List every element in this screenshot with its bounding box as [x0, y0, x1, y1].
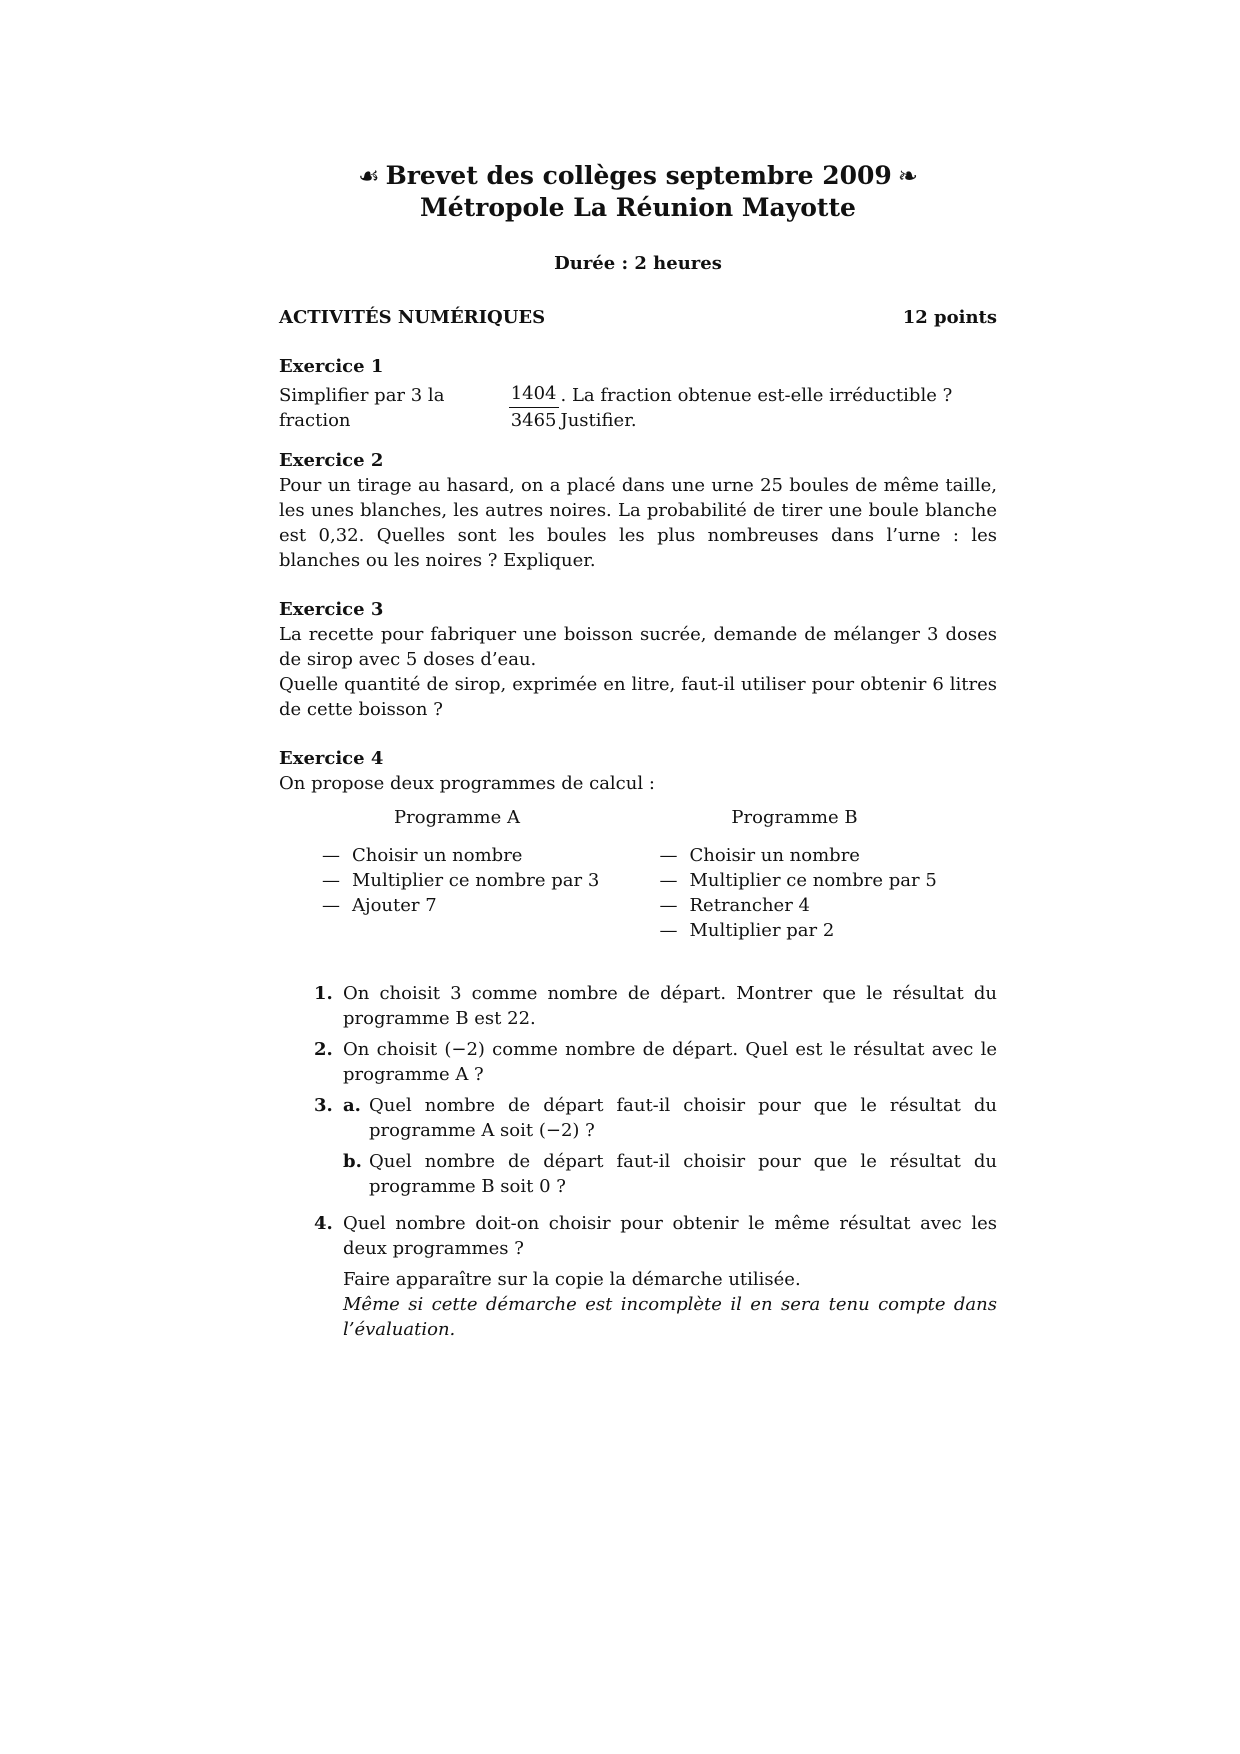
ornament-left-icon: ☙	[358, 162, 380, 190]
program-b-step-text: Multiplier par 2	[689, 920, 835, 941]
fraction-denominator: 3465	[510, 410, 557, 431]
program-b-step-text: Multiplier ce nombre par 5	[689, 870, 937, 891]
question-3b	[343, 1149, 997, 1199]
subquestion-text: Quel nombre de départ faut-il choisir pour que le résultat du programme B soit 0 ?	[369, 1151, 997, 1197]
exercise-3-text-2: Quelle quantité de sirop, exprimée en litre, faut-il utiliser pour obtenir 6 litres de cette boisson ?	[279, 674, 997, 720]
subquestion-letter: b.	[343, 1151, 362, 1172]
exercise-1-text-after: . La fraction obtenue est-elle irréductible ? Justifier.	[560, 384, 953, 431]
dash: —	[659, 870, 678, 891]
fraction	[509, 381, 559, 434]
program-a	[322, 805, 660, 943]
exercise-3-text-1: La recette pour fabriquer une boisson sucrée, demande de mélanger 3 doses de sirop avec 5 doses d’eau.	[279, 624, 997, 670]
program-a-step-text: Choisir un nombre	[352, 845, 523, 866]
exercise-2-text: Pour un tirage au hasard, on a placé dans une urne 25 boules de même taille, les unes blanches, les autres noires. La probabilité de tirer une boule blanche est 0,32. Quelles sont les boules les plus nombreuses dans l’urne : les blanches ou les noires ? Expliquer.	[279, 475, 997, 571]
dash: —	[322, 870, 340, 891]
question-4-italic-note: Même si cette démarche est incomplète il en sera tenu compte dans l’évaluation.	[343, 1294, 997, 1340]
question-3-parts	[343, 1093, 997, 1205]
program-b-step-text: Retrancher 4	[689, 895, 810, 916]
program-a-step	[322, 843, 660, 868]
title-line-1: Brevet des collèges septembre 2009	[385, 161, 892, 190]
question-number: 1.	[314, 983, 333, 1004]
program-b-step-text: Choisir un nombre	[689, 845, 860, 866]
dash: —	[659, 845, 678, 866]
exam-page	[279, 160, 997, 1348]
question-text: On choisit (−2) comme nombre de départ. Quel est le résultat avec le programme A ?	[343, 1039, 997, 1085]
programs	[322, 805, 997, 943]
fraction-numerator: 1404	[509, 381, 559, 408]
dash: —	[659, 895, 678, 916]
dash: —	[659, 920, 678, 941]
exam-duration: Durée : 2 heures	[554, 253, 722, 274]
dash: —	[322, 845, 340, 866]
subquestion-text: Quel nombre de départ faut-il choisir pour que le résultat du programme A soit (−2) ?	[369, 1095, 997, 1141]
exercise-1-statement	[279, 381, 997, 434]
exercise-1-text-before: Simplifier par 3 la fraction	[279, 384, 445, 431]
program-a-step	[322, 893, 660, 918]
program-b-step	[660, 918, 998, 943]
exam-title	[279, 160, 997, 223]
exercise-3-title: Exercice 3	[279, 599, 384, 620]
question-text: On choisit 3 comme nombre de départ. Montrer que le résultat du programme B est 22.	[343, 983, 997, 1029]
exercise-1-title: Exercice 1	[279, 356, 384, 377]
program-a-step-text: Ajouter 7	[352, 895, 437, 916]
title-line-2: Métropole La Réunion Mayotte	[420, 193, 856, 222]
program-b	[660, 805, 998, 943]
question-4-body	[343, 1211, 997, 1342]
exercise-4-intro: On propose deux programmes de calcul :	[279, 773, 655, 794]
question-1	[314, 981, 997, 1031]
question-number: 2.	[314, 1039, 333, 1060]
program-a-title: Programme A	[394, 807, 520, 828]
subquestion-letter: a.	[343, 1095, 361, 1116]
question-4	[314, 1211, 997, 1342]
section-points: 12 points	[902, 307, 997, 328]
question-3a	[343, 1093, 997, 1143]
exercise-4-questions	[314, 981, 997, 1342]
question-2	[314, 1037, 997, 1087]
question-number: 4.	[314, 1213, 333, 1234]
program-a-step	[322, 868, 660, 893]
section-header	[279, 305, 997, 330]
section-name: ACTIVITÉS NUMÉRIQUES	[279, 307, 546, 328]
exercise-2-title: Exercice 2	[279, 450, 384, 471]
program-a-step-text: Multiplier ce nombre par 3	[352, 870, 600, 891]
question-text: Quel nombre doit-on choisir pour obtenir le même résultat avec les deux programmes ?	[343, 1213, 997, 1259]
question-number: 3.	[314, 1095, 333, 1116]
dash: —	[322, 895, 340, 916]
question-3	[314, 1093, 997, 1205]
program-b-step	[660, 843, 998, 868]
program-b-step	[660, 868, 998, 893]
program-b-step	[660, 893, 998, 918]
question-4-note: Faire apparaître sur la copie la démarche utilisée.	[343, 1269, 801, 1290]
program-b-title: Programme B	[731, 807, 858, 828]
ornament-right-icon: ❧	[897, 162, 918, 190]
exercise-4-title: Exercice 4	[279, 748, 384, 769]
